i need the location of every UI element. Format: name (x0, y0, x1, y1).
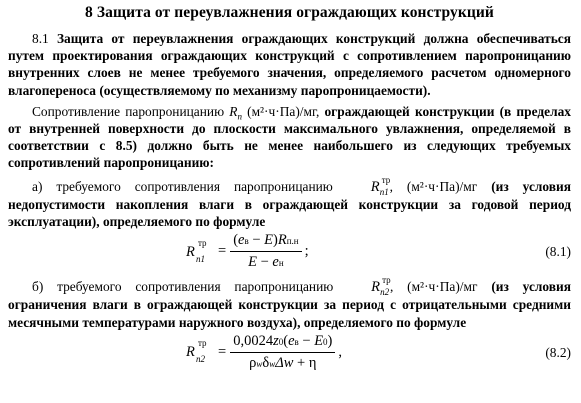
formula-8-2-lhs: R тр n2 (186, 338, 207, 365)
item-a-lead: а) требуемого сопротивления паропроницанию (32, 178, 333, 194)
item-b-lead: б) требуемого сопротивления паропроницанию (32, 279, 334, 295)
paragraph-8-1 (8, 30, 571, 99)
resistance-lead: Сопротивление паропроницанию (32, 103, 225, 119)
item-b-symbol: R тр n2 (371, 275, 391, 298)
resistance-text: ограждающей конструкции (в пределах от внутренней поверхности до плоскости максимального увлажнения, определяемой в соответствии с 8.5) должно быть не менее наибольшего из следующих требуемых сопротивлений паропроницанию: (8, 103, 571, 171)
item-b-unit: (м²·ч·Па)/мг (407, 279, 478, 295)
paragraph-resistance (8, 103, 571, 172)
item-a-unit: (м²·ч·Па)/мг (406, 178, 478, 194)
item-b: б) требуемого сопротивления паропроницанию R тр n2 , (м²·ч·Па)/мг (из условия ограничения влаги в ограждающей конструкции за период с отрицательными средними месячными температурами наружного воздуха), определяемого по формуле (8, 275, 571, 330)
item-a-symbol: R тр n1 (370, 174, 391, 197)
formula-8-1-lhs: R тр n1 (186, 237, 207, 264)
formula-8-2-numerator: 0,0024z0(eв − E0) (230, 333, 335, 353)
section-title: 8 Защита от переувлажнения ограждающих конструкций (85, 4, 494, 21)
formula-8-1-number: (8.1) (545, 244, 571, 260)
resistance-symbol: $R_n$ (229, 103, 242, 122)
formula-8-2-number: (8.2) (545, 344, 571, 360)
formula-8-1-denominator: E − eн (248, 254, 284, 271)
resistance-unit: (м²·ч·Па)/мг, (247, 103, 320, 119)
formula-8-1-fraction (230, 232, 301, 271)
formula-8-2: R тр n2 = $\frac{0,0024z0(eв - E0)}{\text{ρwδwΔw + η}}$ , (8.2) (186, 332, 571, 371)
clause-number: 8.1 (32, 31, 49, 46)
item-a: а) требуемого сопротивления паропроницанию R тр n1 , (м²·ч·Па)/мг (из условия недопустимости накопления влаги в ограждающей конструкции за годовой период эксплуатации), определяемого по формуле (8, 174, 571, 230)
item-a-text: (из условия недопустимости накопления влаги в ограждающей конструкции за годовой период эксплуатации), определяемого по формуле (8, 178, 571, 230)
item-b-text: (из условия ограничения влаги в ограждающей конструкции за период с отрицательными средними месячными температурами наружного воздуха), определяемого по формуле (8, 279, 571, 330)
clause-text: Защита от переувлажнения ограждающих конструкций должна обеспечиваться путем проектирования ограждающих конструкций с сопротивлением паропроницанию внутренних слоев не менее требуемого значения, определяемого расчетом одномерного влагопереноса (осуществляемому по механизму паропроницаемости). (8, 31, 571, 98)
formula-8-2-fraction (230, 333, 335, 372)
formula-8-1-numerator: (eв − E)Rп.н (230, 232, 301, 252)
formula-8-2-denominator: ρwδwΔw + η (249, 354, 317, 371)
document-page (8, 4, 571, 379)
formula-8-1: R тр n1 = $\frac{(eв - E)Rп.н}{E - eн}$ ; (8.1) (186, 232, 571, 271)
